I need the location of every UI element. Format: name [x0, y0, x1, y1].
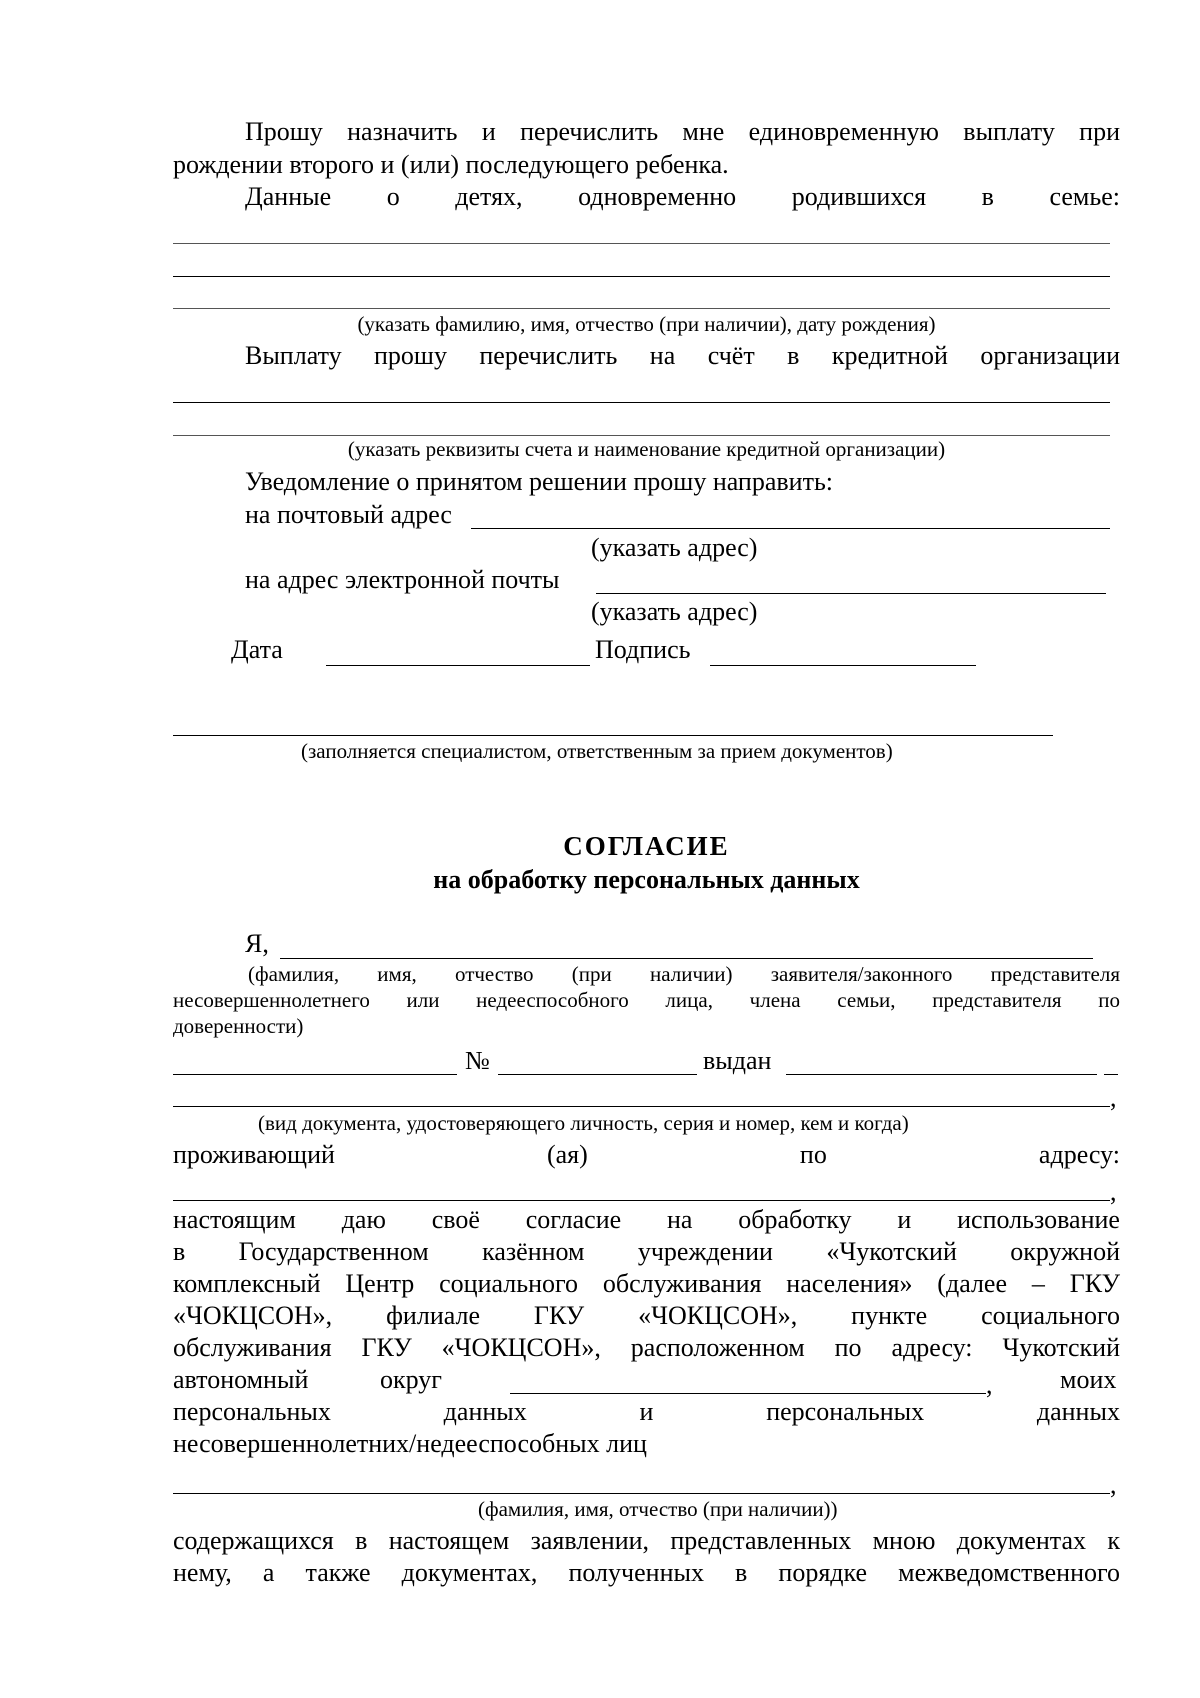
- minor-name-field[interactable]: [173, 1493, 1110, 1494]
- email-address-hint: (указать адрес): [591, 597, 758, 626]
- consent-body-line-7: персональных данных и персональных данных: [173, 1397, 1120, 1426]
- district-comma: ,: [986, 1370, 993, 1399]
- residence-address-field[interactable]: [173, 1200, 1110, 1201]
- payment-label: Выплату прошу перечислить на счёт в кредитной организации: [245, 341, 1120, 370]
- children-data-label: Данные о детях, одновременно родившихся в семье:: [245, 182, 1120, 211]
- children-hint: (указать фамилию, имя, отчество (при наличии), дату рождения): [357, 312, 936, 336]
- issued-by-field[interactable]: [786, 1074, 1097, 1075]
- consent-body-line-8: несовершеннолетних/недееспособных лиц: [173, 1429, 647, 1458]
- children-field-line-2[interactable]: [173, 276, 1110, 277]
- applicant-hint-line-2: несовершеннолетнего или недееспособного лица, члена семьи, представителя по: [173, 988, 1120, 1012]
- document-number-field[interactable]: [498, 1074, 697, 1075]
- consent-body-line-9: содержащихся в настоящем заявлении, представленных мною документах к: [173, 1526, 1120, 1555]
- document-type-field[interactable]: [173, 1074, 457, 1075]
- postal-address-label: на почтовый адрес: [245, 500, 452, 529]
- notification-label: Уведомление о принятом решении прошу направить:: [245, 467, 834, 496]
- issued-label: выдан: [703, 1046, 772, 1075]
- bank-field-line-1[interactable]: [173, 402, 1110, 403]
- number-sign: №: [465, 1046, 490, 1075]
- consent-body-line-2: в Государственном казённом учреждении «Чукотский окружной: [173, 1237, 1120, 1266]
- date-field[interactable]: [326, 665, 590, 666]
- consent-body-line-10: нему, а также документах, полученных в порядке межведомственного: [173, 1558, 1120, 1587]
- residing-label: проживающий (ая) по адресу:: [173, 1140, 1120, 1169]
- minor-name-comma: ,: [1110, 1470, 1117, 1499]
- request-line-1: Прошу назначить и перечислить мне единовременную выплату при: [245, 117, 1120, 146]
- consent-subtitle: на обработку персональных данных: [433, 865, 860, 894]
- date-label: Дата: [231, 635, 283, 664]
- consent-body-line-1: настоящим даю своё согласие на обработку и использование: [173, 1205, 1120, 1234]
- email-address-field[interactable]: [596, 593, 1106, 594]
- signature-label: Подпись: [595, 635, 691, 664]
- postal-address-field[interactable]: [471, 528, 1110, 529]
- request-line-2: рождении второго и (или) последующего ребенка.: [173, 150, 729, 179]
- consent-body-line-6-mid: округ: [380, 1365, 442, 1394]
- bank-hint: (указать реквизиты счета и наименование кредитной организации): [347, 437, 946, 461]
- document-details-comma: ,: [1110, 1083, 1117, 1112]
- fio-hint: (фамилия, имя, отчество (при наличии)): [478, 1497, 838, 1521]
- consent-body-line-3: комплексный Центр социального обслуживания населения» (далее – ГКУ: [173, 1269, 1120, 1298]
- consent-title: СОГЛАСИЕ: [563, 831, 730, 861]
- email-address-label: на адрес электронной почты: [245, 565, 560, 594]
- document-details-field[interactable]: [173, 1106, 1110, 1107]
- children-field-line-1[interactable]: [173, 243, 1110, 244]
- consent-i-label: Я,: [245, 929, 269, 958]
- specialist-field[interactable]: [173, 735, 1053, 736]
- consent-body-line-5: обслуживания ГКУ «ЧОКЦСОН», расположенном по адресу: Чукотский: [173, 1333, 1120, 1362]
- consent-body-line-6-left: автономный: [173, 1365, 309, 1394]
- applicant-hint-line-3: доверенности): [173, 1014, 304, 1038]
- district-field[interactable]: [510, 1393, 986, 1394]
- issued-by-field-tail: [1104, 1074, 1118, 1075]
- applicant-name-field[interactable]: [280, 958, 1093, 959]
- consent-body-line-4: «ЧОКЦСОН», филиале ГКУ «ЧОКЦСОН», пункте социального: [173, 1301, 1120, 1330]
- specialist-hint: (заполняется специалистом, ответственным за прием документов): [301, 739, 893, 763]
- postal-address-hint: (указать адрес): [591, 533, 758, 562]
- document-hint: (вид документа, удостоверяющего личность, серия и номер, кем и когда): [258, 1111, 909, 1135]
- residence-address-comma: ,: [1110, 1177, 1117, 1206]
- applicant-hint-line-1: (фамилия, имя, отчество (при наличии) заявителя/законного представителя: [248, 962, 1120, 986]
- consent-body-line-6-right: моих: [1060, 1365, 1117, 1394]
- signature-field[interactable]: [710, 665, 976, 666]
- children-field-line-3[interactable]: [173, 308, 1110, 309]
